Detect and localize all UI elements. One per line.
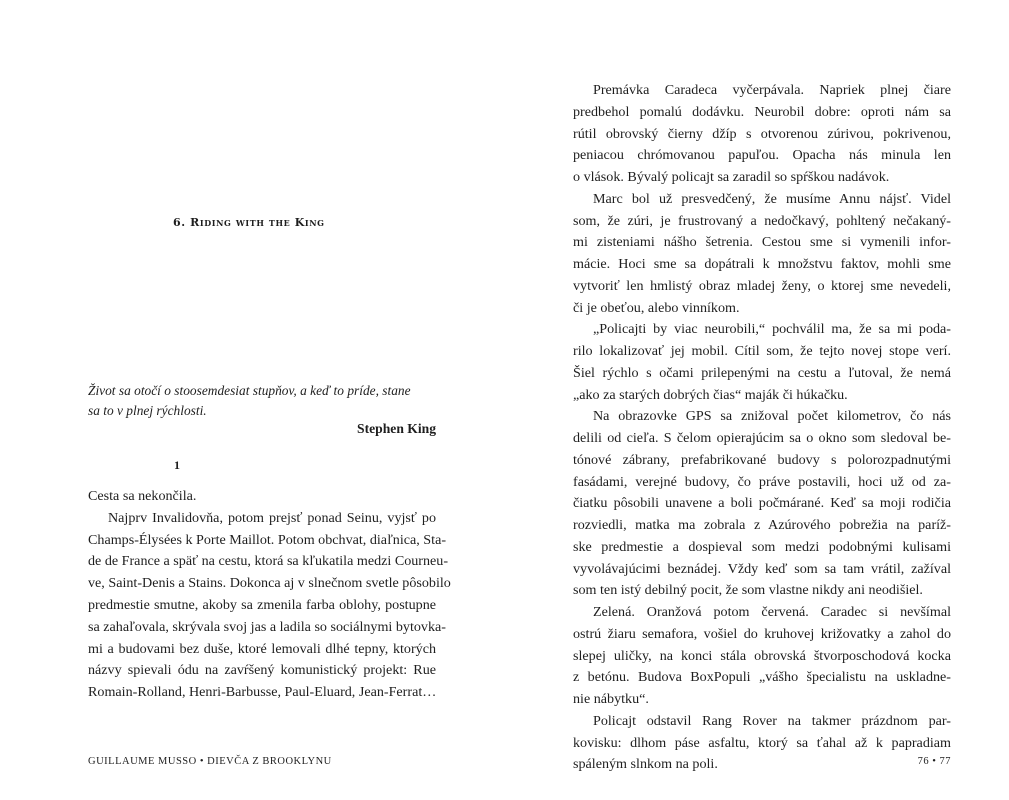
epigraph-line: sa to v plnej rýchlosti. [88, 403, 207, 418]
text-line: rútil obrovský čierny džíp s otvorenou zúrivou, pokrivenou, [573, 125, 951, 142]
text-line: delili od cieľa. S čelom opierajúcim sa o okno som sledoval be- [573, 430, 951, 446]
text-line: Najprv Invalidovňa, potom prejsť ponad Seinu, vyjsť po [108, 509, 436, 526]
text-line: peniacou chrómovanou papuľou. Opacha nás minula len [573, 147, 951, 164]
text-line: mácie. Hoci sme sa dopátrali k množstvu faktov, mohli sme [573, 256, 951, 272]
text-line: „ako za starých dobrých čias“ maják či húkačku. [573, 386, 848, 403]
text-line: mi zisteniami nášho šetrenia. Cestou sme si vymenili infor- [573, 234, 951, 251]
text-line: Zelená. Oranžová potom červená. Caradec si nevšímal [593, 604, 951, 620]
text-line: názvy spievali ódu na zavŕšený komunistický projekt: Rue [88, 662, 436, 679]
text-line: ve, Saint-Denis a Stains. Dokonca aj v slnečnom svetle pôsobilo [88, 575, 451, 592]
text-line: Champs-Élysées k Porte Maillot. Potom obchvat, diaľnica, Sta- [88, 531, 447, 548]
text-line: nie nábytku“. [573, 691, 649, 707]
text-line: som, že zúri, je frustrovaný a nedočkavý, pohltený nečakaný- [573, 212, 951, 229]
epigraph-line: Život sa otočí o stoosemdesiat stupňov, a keď to príde, stane [88, 383, 411, 398]
text-line: Policajt odstavil Rang Rover na takmer prázdnom par- [593, 712, 951, 729]
text-line: vytvoriť len hmlistý obraz mladej ženy, o ktorej sme nevedeli, [573, 277, 951, 294]
text-line: ostrú žiaru semafora, vošiel do kruhovej križovatky a zahol do [573, 625, 951, 642]
text-line: predmestie smutne, akoby sa zmenila farba oblohy, postupne [88, 597, 436, 613]
right-page [504, 0, 1009, 800]
running-footer: GUILLAUME MUSSO • DIEVČA Z BROOKLYNU [88, 756, 332, 767]
text-line: Na obrazovke GPS sa znižoval počet kilometrov, čo nás [593, 408, 951, 425]
section-number: 1 [174, 458, 180, 472]
text-line: Marc bol už presvedčený, že musíme Annu nájsť. Videl [593, 190, 951, 207]
text-line: spáleným slnkom na poli. [573, 756, 718, 773]
text-line: de de France a späť na cestu, ktorá sa kľukatila medzi Courneu- [88, 553, 449, 570]
page-numbers: 76 • 77 [917, 756, 951, 767]
text-line: „Policajti by viac neurobili,“ pochválil ma, že sa mi poda- [593, 321, 951, 338]
text-line: rilo lokalizovať jej mobil. Cítil som, že tejto novej stope verí. [573, 343, 951, 359]
left-page [0, 0, 504, 800]
epigraph-author: Stephen King [357, 421, 436, 436]
text-line: kovisku: dlhom páse asfaltu, ktorý sa ťahal až k papradiam [573, 734, 951, 751]
chapter-heading: 6. Riding with the King [173, 216, 325, 229]
text-line: Romain-Rolland, Henri-Barbusse, Paul-Eluard, Jean-Ferrat… [88, 684, 437, 701]
text-line: Šiel rýchlo s očami prilepenými na cestu a ľutoval, že nemá [573, 364, 951, 381]
text-line: fasádami, verejné budovy, čo práve postavili, hoci už od za- [573, 473, 951, 490]
text-line: som ten istý debilný pocit, že som vlastne nikdy ani neodišiel. [573, 582, 923, 599]
text-line: rozviedli, matka ma zobrala z Azúrového pobrežia na paríž- [573, 517, 951, 533]
text-line: mi a budovami bez duše, ktoré lemovali dlhé tepny, ktorých [88, 640, 436, 657]
text-line: Cesta sa nekončila. [88, 488, 197, 504]
text-line: či je obeťou, alebo vinníkom. [573, 299, 740, 316]
text-line: predbehol pomalú dodávku. Neurobil dobre: oproti nám sa [573, 103, 951, 120]
text-line: o vlások. Bývalý policajt sa zaradil so spŕškou nadávok. [573, 169, 890, 185]
text-line: z betónu. Budova BoxPopuli „vášho špecialistu na uskladne- [573, 669, 951, 686]
text-line: ske predmestie a dospieval som medzi podobnými kulisami [573, 538, 951, 555]
text-line: sa zahaľovala, skrývala svoj jas a ladila so sociálnymi bytovka- [88, 618, 446, 635]
text-line: slepej uličky, na konci stála obrovská štvorposchodová kocka [573, 647, 951, 664]
text-line: tónové zábrany, prefabrikované budovy s polorozpadnutými [573, 451, 951, 468]
text-line: vyvolávajúcimi beznádej. Vždy keď som sa tam vrátil, zažíval [573, 560, 951, 577]
text-line: čiatku pôsobili unavene a boli počmárané. Keď sa moji rodičia [573, 495, 951, 512]
text-line: Premávka Caradeca vyčerpávala. Napriek plnej čiare [593, 82, 951, 98]
